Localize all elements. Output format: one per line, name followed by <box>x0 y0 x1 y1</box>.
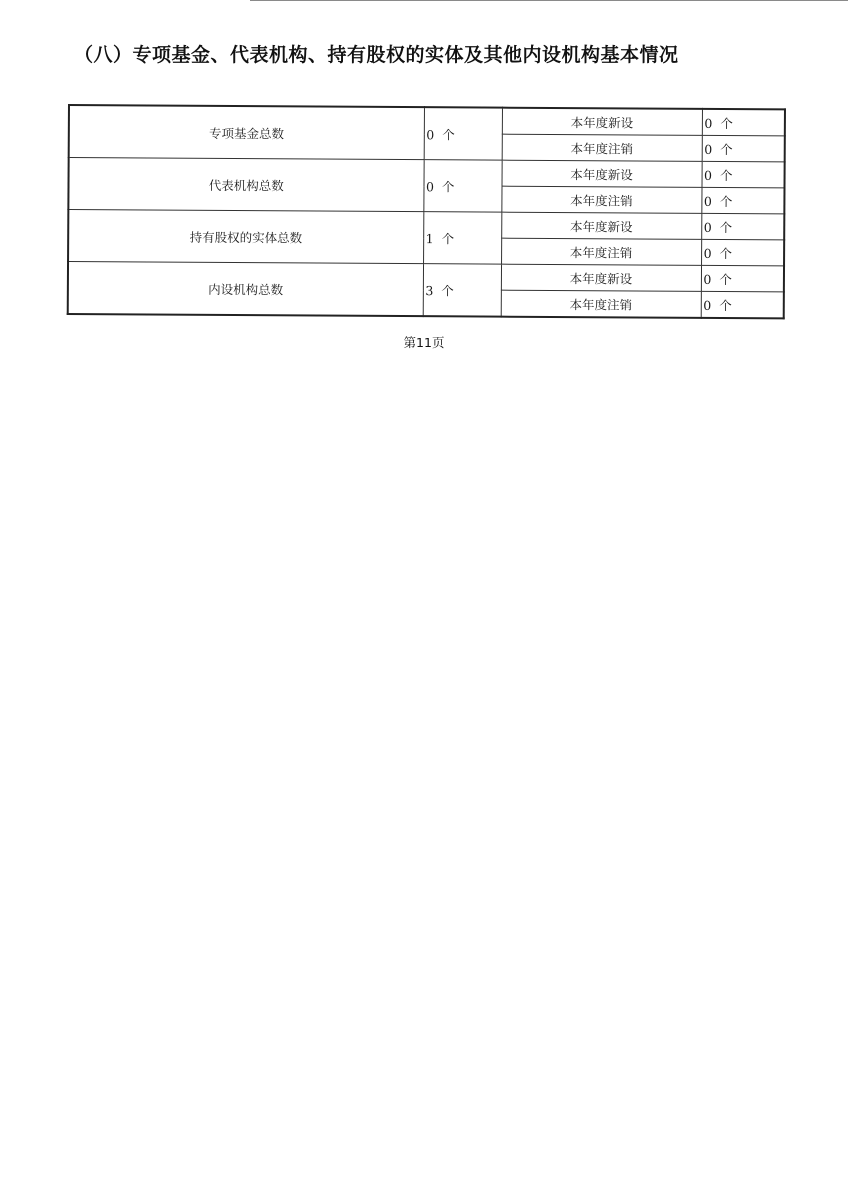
table-row <box>68 262 784 292</box>
section-title: （八）专项基金、代表机构、持有股权的实体及其他内设机构基本情况 <box>74 44 679 66</box>
category-total <box>423 264 501 317</box>
new-count <box>701 265 784 292</box>
total-unit: 个 <box>441 178 455 194</box>
cancel-count <box>702 135 785 162</box>
scan-top-edge-line <box>250 0 848 1</box>
new-value: 0 <box>704 115 713 131</box>
category-label: 代表机构总数 <box>68 158 423 212</box>
cancel-unit: 个 <box>720 141 733 157</box>
category-label: 持有股权的实体总数 <box>68 210 423 264</box>
new-value: 0 <box>703 219 712 235</box>
new-unit: 个 <box>719 271 732 287</box>
category-label: 专项基金总数 <box>69 105 424 160</box>
cancel-label: 本年度注销 <box>501 186 701 213</box>
cancel-count <box>701 239 784 266</box>
total-value: 3 <box>425 282 434 298</box>
cancel-value: 0 <box>703 245 712 261</box>
new-unit: 个 <box>719 167 733 183</box>
new-count <box>702 161 785 188</box>
cancel-unit: 个 <box>719 297 732 313</box>
institutions-table <box>67 104 786 319</box>
new-count <box>701 213 784 240</box>
cancel-value: 0 <box>703 193 712 209</box>
new-label: 本年度新设 <box>501 212 701 239</box>
new-count <box>702 109 785 136</box>
total-unit: 个 <box>441 282 454 298</box>
cancel-count <box>701 187 784 214</box>
category-total <box>423 212 501 264</box>
total-value: 0 <box>425 178 435 194</box>
total-value: 0 <box>426 126 435 142</box>
institutions-table-wrapper <box>67 104 784 319</box>
cancel-label: 本年度注销 <box>502 134 702 161</box>
total-value: 1 <box>425 230 434 246</box>
cancel-count <box>701 291 784 318</box>
cancel-label: 本年度注销 <box>501 290 701 318</box>
table-row <box>69 105 785 136</box>
cancel-value: 0 <box>703 297 712 313</box>
category-label: 内设机构总数 <box>68 262 423 317</box>
table-row <box>68 210 784 240</box>
cancel-unit: 个 <box>719 193 733 209</box>
cancel-unit: 个 <box>719 245 733 261</box>
new-unit: 个 <box>720 115 733 131</box>
cancel-label: 本年度注销 <box>501 238 701 265</box>
total-unit: 个 <box>442 126 455 142</box>
category-total <box>423 160 501 212</box>
new-label: 本年度新设 <box>501 264 701 291</box>
total-unit: 个 <box>441 230 455 246</box>
table-row <box>69 158 785 188</box>
new-label: 本年度新设 <box>502 108 702 136</box>
new-value: 0 <box>703 271 712 287</box>
new-unit: 个 <box>719 219 733 235</box>
new-value: 0 <box>704 167 713 183</box>
category-total <box>424 107 502 160</box>
cancel-value: 0 <box>704 141 713 157</box>
new-label: 本年度新设 <box>502 160 702 187</box>
page-number: 第11页 <box>403 335 445 350</box>
